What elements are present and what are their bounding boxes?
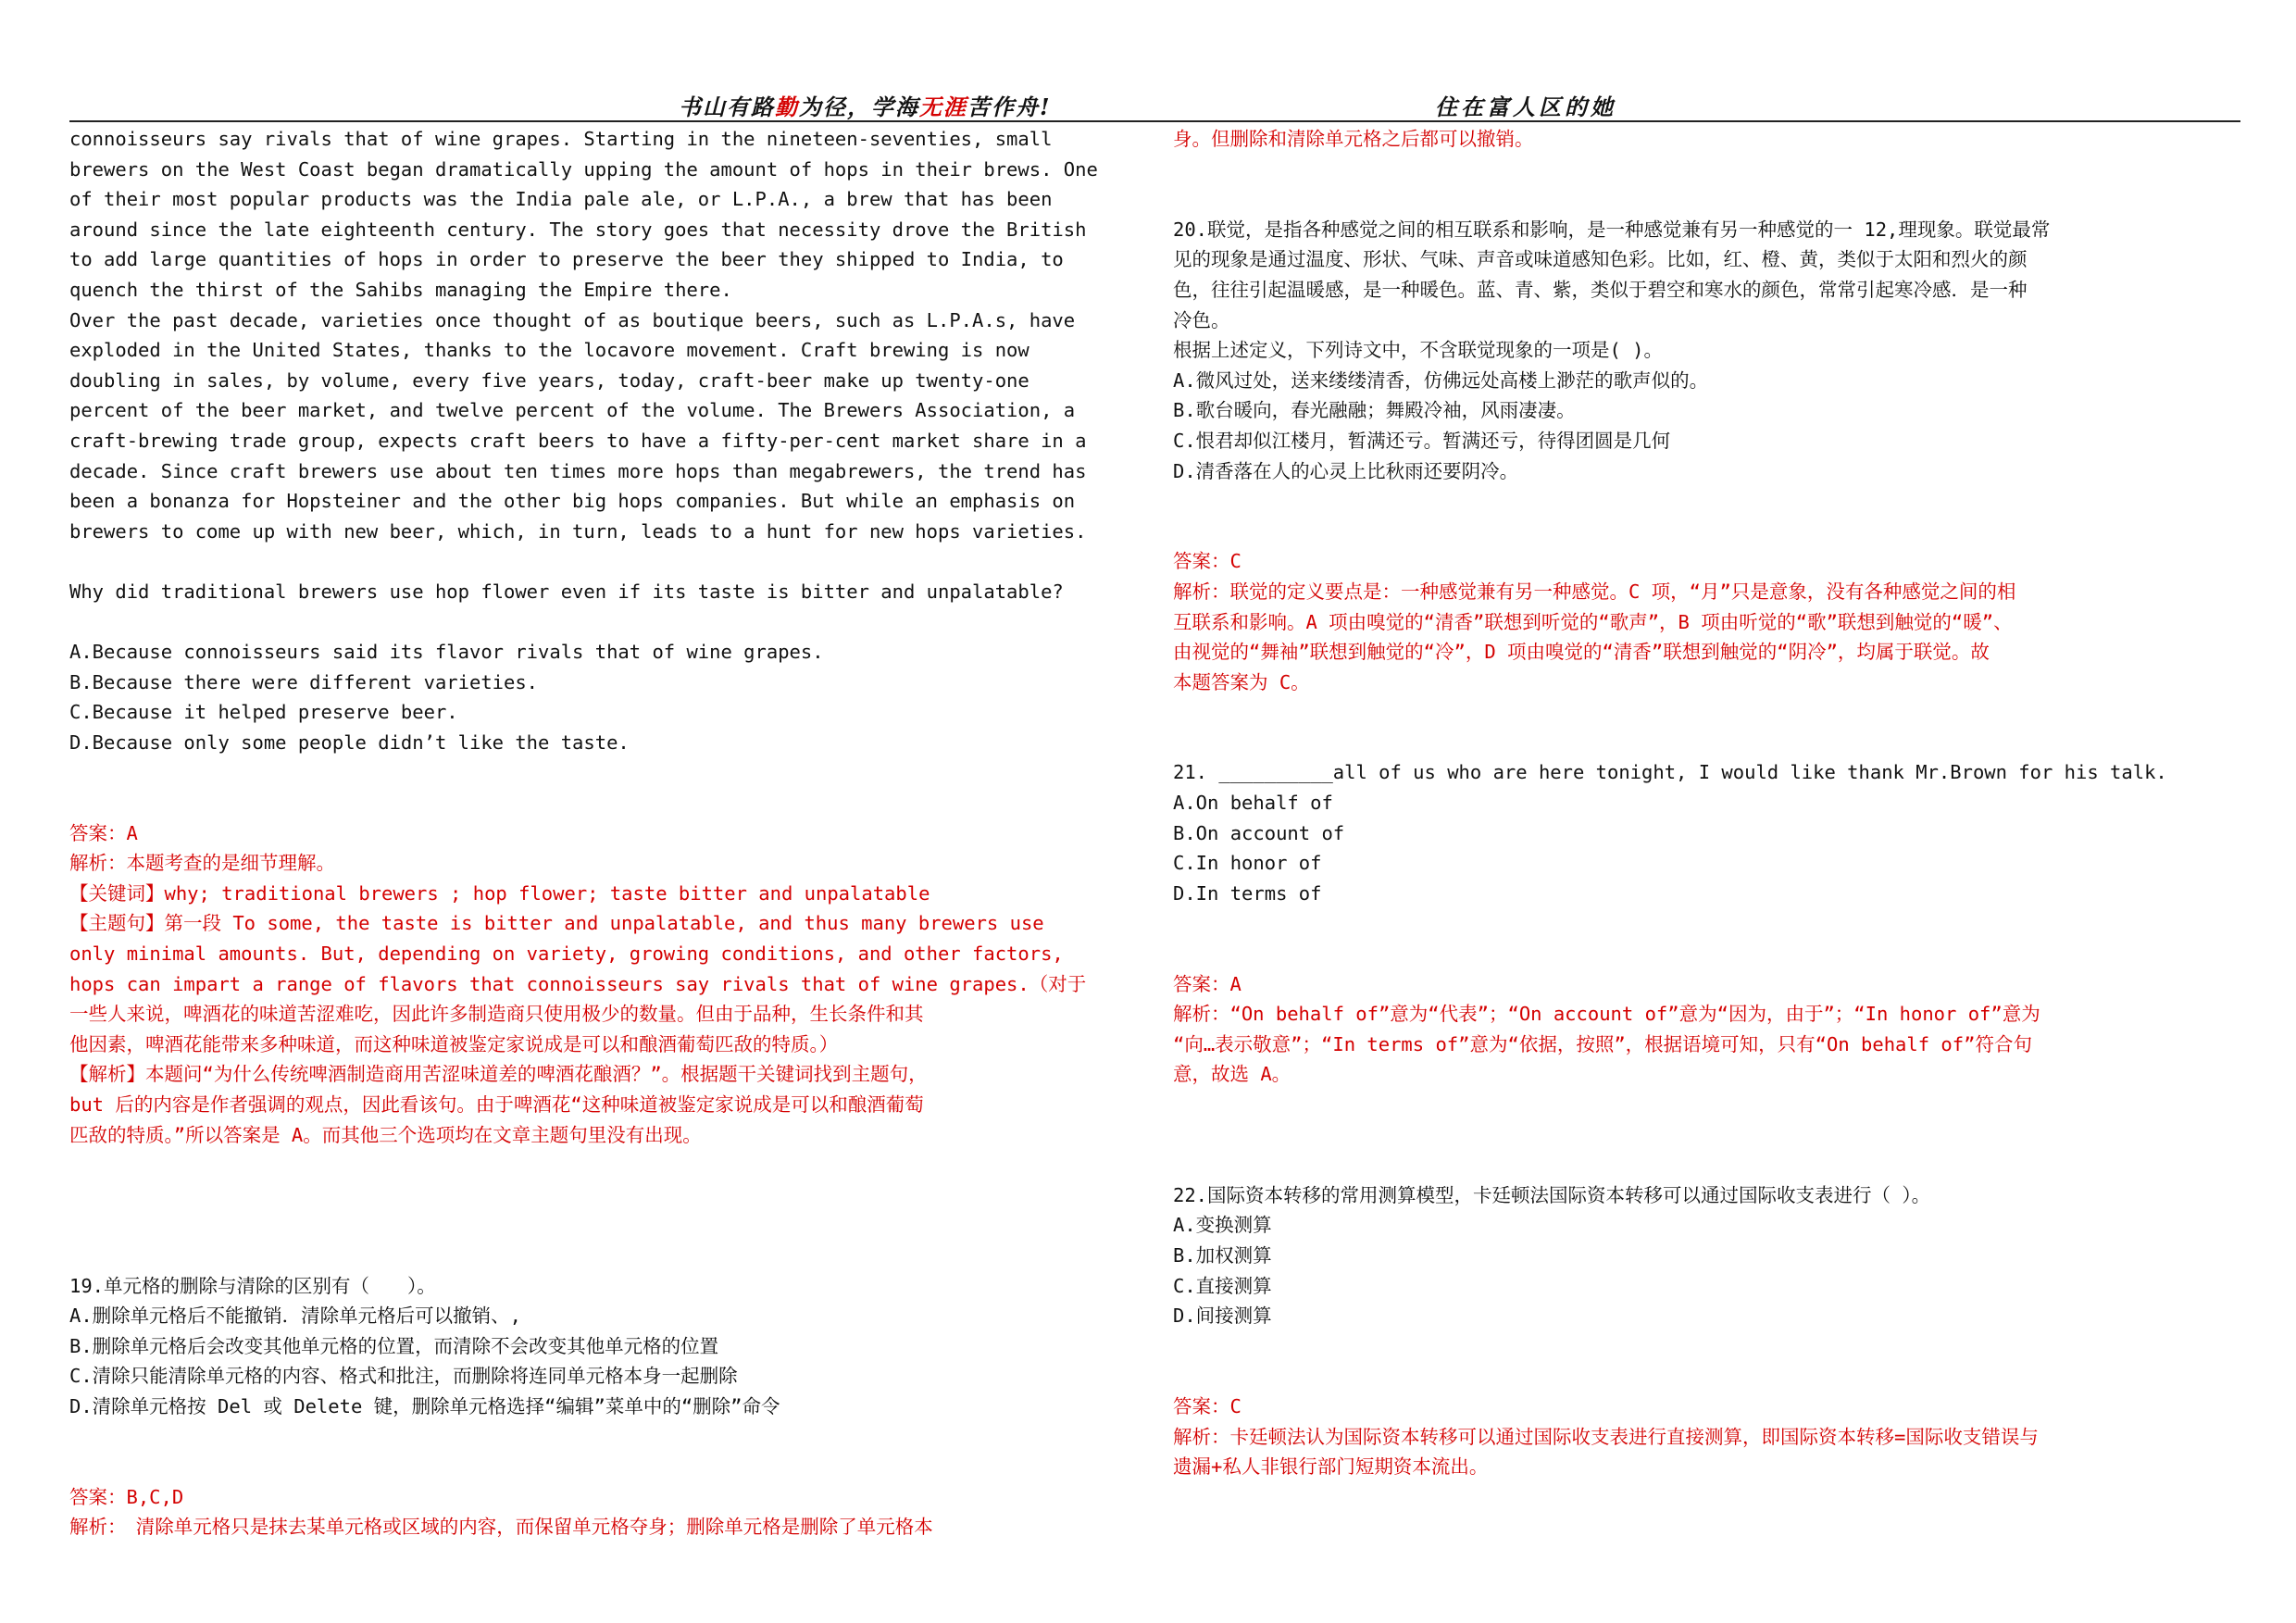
analysis-line: 解析：本题考查的是细节理解。 — [69, 852, 335, 875]
question-text: 20.联觉，是指各种感觉之间的相互联系和影响，是一种感觉兼有另一种感觉的一 12,理现象。联觉最常 — [1173, 218, 2051, 241]
analysis-line: “向…表示敬意”；“In terms of”意为“依据，按照”，根据语境可知，只有“On behalf of”符合句 — [1173, 1032, 2032, 1055]
passage-line: to add large quantities of hops in order to preserve the beer they shipped to India, to — [69, 248, 1064, 271]
option-c: C.清除只能清除单元格的内容、格式和批注，而删除将连同单元格本身一起删除 — [69, 1365, 738, 1388]
passage-line: doubling in sales, by volume, every five years, today, craft-beer make up twenty-one — [69, 368, 1029, 392]
option-a: A.变换测算 — [1173, 1214, 1272, 1237]
analysis-line: 【主题句】第一段 To some, the taste is bitter and unpalatable, and thus many brewers use — [69, 912, 1044, 935]
option-c: C.直接测算 — [1173, 1274, 1272, 1297]
option-c: C.In honor of — [1173, 852, 1322, 875]
q19-analysis-continuation: 身。但删除和清除单元格之后都可以撤销。 — [1173, 128, 1534, 150]
passage-line: quench the thirst of the Sahibs managing the Empire there. — [69, 278, 732, 301]
motto-part-2: 为径，学海 — [799, 94, 919, 120]
option-a: A.Because connoisseurs said its flavor rivals that of wine grapes. — [69, 641, 824, 664]
passage-line: Over the past decade, varieties once thought of as boutique beers, such as L.P.A.s, have — [69, 308, 1076, 331]
passage-line: craft-brewing trade group, expects craft beers to have a fifty-per-cent market share in a — [69, 429, 1087, 452]
answer-text: 答案：A — [69, 821, 138, 844]
option-d: D.清除单元格按 Del 或 Delete 键，删除单元格选择“编辑”菜单中的“删除”命令 — [69, 1394, 780, 1417]
analysis-line: only minimal amounts. But, depending on variety, growing conditions, and other factors, — [69, 943, 1064, 966]
option-a: A.删除单元格后不能撤销．清除单元格后可以撤销、, — [69, 1305, 522, 1328]
passage-line: decade. Since craft brewers use about ten times more hops than megabrewers, the trend has — [69, 459, 1087, 482]
passage-line: exploded in the United States, thanks to the locavore movement. Craft brewing is now — [69, 339, 1029, 362]
option-b: B.Because there were different varieties. — [69, 670, 539, 693]
analysis-line: 【关键词】why; traditional brewers ; hop flower; taste bitter and unpalatable — [69, 881, 930, 905]
analysis-line: 解析： 清除单元格只是抹去某单元格或区域的内容，而保留单元格夺身；删除单元格是删除了单元格本 — [69, 1516, 933, 1539]
option-b: B.歌台暖向，春光融融；舞殿冷袖，风雨凄凄。 — [1173, 399, 1576, 422]
analysis-line: 由视觉的“舞袖”联想到触觉的“冷”，D 项由嗅觉的“清香”联想到触觉的“阴冷”，均属于联觉。故 — [1173, 641, 1990, 664]
option-d: D.间接测算 — [1173, 1305, 1272, 1328]
reading-passage — [69, 124, 1134, 546]
answer-text: 答案：B,C,D — [69, 1485, 184, 1508]
answer-text: 答案：A — [1173, 972, 1242, 995]
motto-highlight-1: 勤 — [775, 94, 799, 120]
option-d: D.Because only some people didn’t like the taste. — [69, 730, 630, 754]
question-21 — [1173, 757, 2247, 1090]
analysis-line: 解析：联觉的定义要点是：一种感觉兼有另一种感觉。C 项，“月”只是意象，没有各种感觉之间的相 — [1173, 580, 2016, 603]
analysis-line: 他因素，啤酒花能带来多种味道，而这种味道被鉴定家说成是可以和酿酒葡萄匹敌的特质。） — [69, 1032, 839, 1055]
passage-line: been a bonanza for Hopsteiner and the other big hops companies. But while an emphasis on — [69, 490, 1076, 513]
analysis-line: 一些人来说，啤酒花的味道苦涩难吃，因此许多制造商只使用极少的数量。但由于品种，生长条件和其 — [69, 1003, 924, 1026]
option-b: B.On account of — [1173, 821, 1345, 844]
analysis-line: 【解析】本题问“为什么传统啤酒制造商用苦涩味道差的啤酒花酿酒？”。根据题干关键词找到主题句， — [69, 1063, 928, 1086]
passage-line: percent of the beer market, and twelve percent of the volume. The Brewers Association, a — [69, 399, 1076, 422]
analysis-line: 本题答案为 C。 — [1173, 670, 1310, 693]
analysis-line: 意，故选 A。 — [1173, 1063, 1292, 1086]
option-c: C.恨君却似江楼月，暂满还亏。暂满还亏，待得团圆是几何 — [1173, 429, 1671, 452]
question-22 — [1173, 1180, 2247, 1482]
right-column — [1173, 124, 2247, 1482]
motto-highlight-2: 无涯 — [919, 94, 967, 120]
question-text: 22.国际资本转移的常用测算模型，卡廷顿法国际资本转移可以通过国际收支表进行（ ）。 — [1173, 1183, 1931, 1206]
question-text: 见的现象是通过温度、形状、气味、声音或味道感知色彩。比如，红、橙、黄，类似于太阳和烈火的颜 — [1173, 248, 2028, 271]
question-20 — [1173, 215, 2247, 698]
answer-text: 答案：C — [1173, 1394, 1242, 1417]
analysis-line: 匹敌的特质。”所以答案是 A。而其他三个选项均在文章主题句里没有出现。 — [69, 1123, 702, 1146]
motto-part-3: 苦作舟! — [967, 94, 1052, 120]
question-text: 色，往往引起温暖感，是一种暖色。蓝、青、紫，类似于碧空和寒水的颜色，常常引起寒冷感．是一种 — [1173, 278, 2028, 301]
passage-line: of their most popular products was the India pale ale, or L.P.A., a brew that has been — [69, 188, 1053, 211]
analysis-line: 解析：卡廷顿法认为国际资本转移可以通过国际收支表进行直接测算，即国际资本转移=国际收支错误与 — [1173, 1425, 2039, 1448]
passage-line: around since the late eighteenth century. The story goes that necessity drove the British — [69, 218, 1087, 241]
analysis-line: but 后的内容是作者强调的观点，因此看该句。由于啤酒花“这种味道被鉴定家说成是可以和酿酒葡萄 — [69, 1093, 924, 1116]
option-c: C.Because it helped preserve beer. — [69, 701, 458, 724]
header-title: 住在富人区的她 — [1435, 94, 1616, 120]
page-header — [69, 85, 2240, 122]
option-d: D.清香落在人的心灵上比秋雨还要阴冷。 — [1173, 459, 1519, 482]
question-text: 根据上述定义，下列诗文中，不含联觉现象的一项是( )。 — [1173, 339, 1664, 362]
option-b: B.删除单元格后会改变其他单元格的位置，而清除不会改变其他单元格的位置 — [69, 1334, 719, 1357]
analysis-line: hops can impart a range of flavors that connoisseurs say rivals that of wine grapes.（对于 — [69, 972, 1087, 995]
analysis-line: 解析：“On behalf of”意为“代表”；“On account of”意为“因为，由于”；“In honor of”意为 — [1173, 1003, 2040, 1026]
option-b: B.加权测算 — [1173, 1243, 1272, 1267]
answer-text: 答案：C — [1173, 550, 1242, 573]
question-text: Why did traditional brewers use hop flower even if its taste is bitter and unpalatable? — [69, 580, 1064, 603]
question-text: 冷色。 — [1173, 308, 1230, 331]
passage-line: connoisseurs say rivals that of wine grapes. Starting in the nineteen-seventies, small — [69, 128, 1053, 150]
passage-line: brewers to come up with new beer, which, in turn, leads to a hunt for new hops varieties. — [69, 519, 1087, 543]
header-motto — [679, 89, 1052, 121]
question-text: 21. __________all of us who are here tonight, I would like thank Mr.Brown for his talk. — [1173, 761, 2167, 784]
analysis-line: 互联系和影响。A 项由嗅觉的“清香”联想到听觉的“歌声”，B 项由听觉的“歌”联想到触觉的“暖”、 — [1173, 610, 2013, 633]
question-text: 19.单元格的删除与清除的区别有（ ）。 — [69, 1274, 436, 1297]
left-column — [69, 124, 1134, 1542]
passage-line: brewers on the West Coast began dramatically upping the amount of hops in their brews. One — [69, 157, 1098, 181]
option-d: D.In terms of — [1173, 881, 1322, 905]
option-a: A.On behalf of — [1173, 792, 1333, 815]
question-19 — [69, 1271, 1134, 1542]
analysis-line: 遗漏+私人非银行部门短期资本流出。 — [1173, 1455, 1489, 1479]
motto-part-1: 书山有路 — [679, 94, 775, 120]
option-a: A.微风过处，送来缕缕清香，仿佛远处高楼上渺茫的歌声似的。 — [1173, 368, 1709, 392]
question-18 — [69, 577, 1134, 1150]
